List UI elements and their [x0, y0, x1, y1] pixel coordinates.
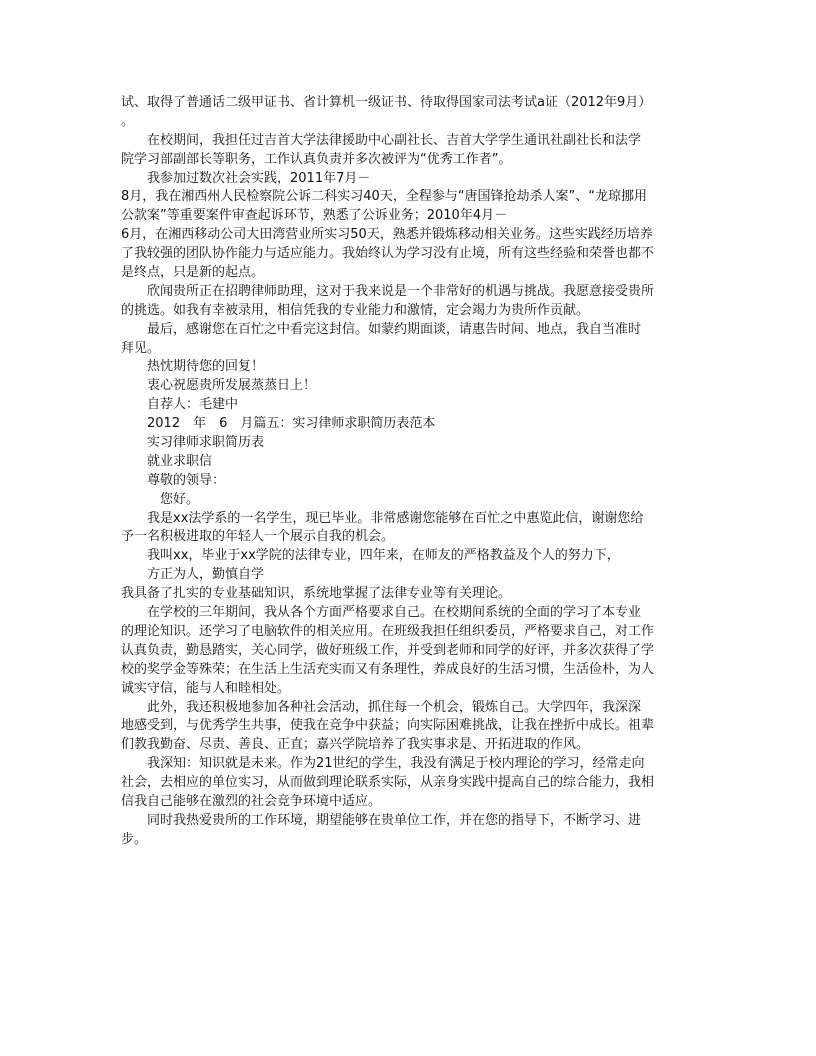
text-line: 的理论知识。还学习了电脑软件的相关应用。在班级我担任组织委员，严格要求自己，对工作: [121, 623, 655, 639]
text-line: 我叫xx，毕业于xx学院的法律专业，四年来，在师友的严格教益及个人的努力下，: [121, 548, 620, 564]
text-line: 您好。: [121, 491, 200, 507]
text-line: 方正为人，勤慎自学: [121, 567, 265, 583]
text-line: 社会，去相应的单位实习，从而做到理论联系实际，从亲身实践中提高自己的综合能力，我相: [121, 775, 655, 791]
text-line: 我具备了扎实的专业基础知识，系统地掌握了法律专业等有关理论。: [121, 586, 512, 602]
text-line: 8月，我在湘西州人民检察院公诉二科实习40天，全程参与“唐国锋抢劫杀人案”、“龙琼挪用: [121, 189, 648, 205]
text-line: 在学校的三年期间，我从各个方面严格要求自己。在校期间系统的全面的学习了本专业: [121, 605, 642, 621]
text-line: 热忱期待您的回复！: [121, 359, 265, 375]
text-line: 们教我勤奋、尽责、善良、正直；嘉兴学院培养了我实事求是、开拓进取的作风。: [121, 737, 590, 753]
text-line: 2012 年 6 月篇五：实习律师求职简历表范本: [121, 416, 436, 432]
text-line: 了我较强的团队协作能力与适应能力。我始终认为学习没有止境，所有这些经验和荣誉也都不: [121, 246, 655, 262]
text-line: 。: [121, 113, 135, 129]
text-line: 尊敬的领导：: [121, 472, 226, 488]
text-line: 在校期间，我担任过吉首大学法律援助中心副社长、吉首大学学生通讯社副社长和法学: [121, 132, 642, 148]
text-line: 院学习部副部长等职务，工作认真负责并多次被评为“优秀工作者”。: [121, 151, 512, 167]
text-line: 信我自己能够在激烈的社会竞争环境中适应。: [121, 793, 382, 809]
text-line: 我是xx法学系的一名学生，现已毕业。非常感谢您能够在百忙之中惠览此信，谢谢您给: [121, 510, 644, 526]
text-line: 同时我热爱贵所的工作环境，期望能够在贵单位工作，并在您的指导下，不断学习、进: [121, 812, 642, 828]
text-line: 我深知：知识就是未来。作为21世纪的学生，我没有满足于校内理论的学习，经常走向: [121, 756, 645, 772]
text-line: 地感受到，与优秀学生共事，使我在竞争中获益；向实际困难挑战，让我在挫折中成长。祖辈: [121, 718, 655, 734]
text-line: 就业求职信: [121, 453, 213, 469]
text-line: 欣闻贵所正在招聘律师助理，这对于我来说是一个非常好的机遇与挑战。我愿意接受贵所: [121, 283, 655, 299]
document-page: [121, 94, 697, 850]
text-line: 的挑选。如我有幸被录用，相信凭我的专业能力和激情，定会竭力为贵所作贡献。: [121, 302, 590, 318]
text-line: 予一名积极进取的年轻人一个展示自我的机会。: [121, 529, 395, 545]
text-line: 此外，我还积极地参加各种社会活动，抓住每一个机会，锻炼自己。大学四年，我深深: [121, 699, 642, 715]
text-line: 诚实守信，能与人和睦相处。: [121, 680, 291, 696]
text-line: 试、取得了普通话二级甲证书、省计算机一级证书、待取得国家司法考试a证（2012年9月）: [121, 95, 652, 110]
text-line: 公款案”等重要案件审查起诉环节，熟悉了公诉业务；2010年4月－: [121, 208, 508, 224]
text-line: 最后，感谢您在百忙之中看完这封信。如蒙约期面谈，请惠告时间、地点，我自当准时: [121, 321, 642, 337]
text-line: 认真负责，勤恳踏实，关心同学，做好班级工作，并受到老师和同学的好评，并多次获得了学: [121, 642, 655, 658]
text-line: 拜见。: [121, 340, 161, 356]
text-line: 实习律师求职简历表: [121, 435, 265, 451]
text-line: 步。: [121, 831, 148, 847]
text-line: 校的奖学金等殊荣；在生活上生活充实而又有条理性，养成良好的生活习惯，生活俭朴，为人: [121, 661, 655, 677]
text-line: 是终点，只是新的起点。: [121, 265, 265, 281]
text-line: 衷心祝愿贵所发展蒸蒸日上！: [121, 378, 317, 394]
text-line: 6月，在湘西移动公司大田湾营业所实习50天，熟悉并锻炼移动相关业务。这些实践经历培养: [121, 227, 653, 243]
text-line: 我参加过数次社会实践，2011年7月－: [121, 170, 371, 186]
text-line: 自荐人：毛建中: [121, 397, 239, 413]
